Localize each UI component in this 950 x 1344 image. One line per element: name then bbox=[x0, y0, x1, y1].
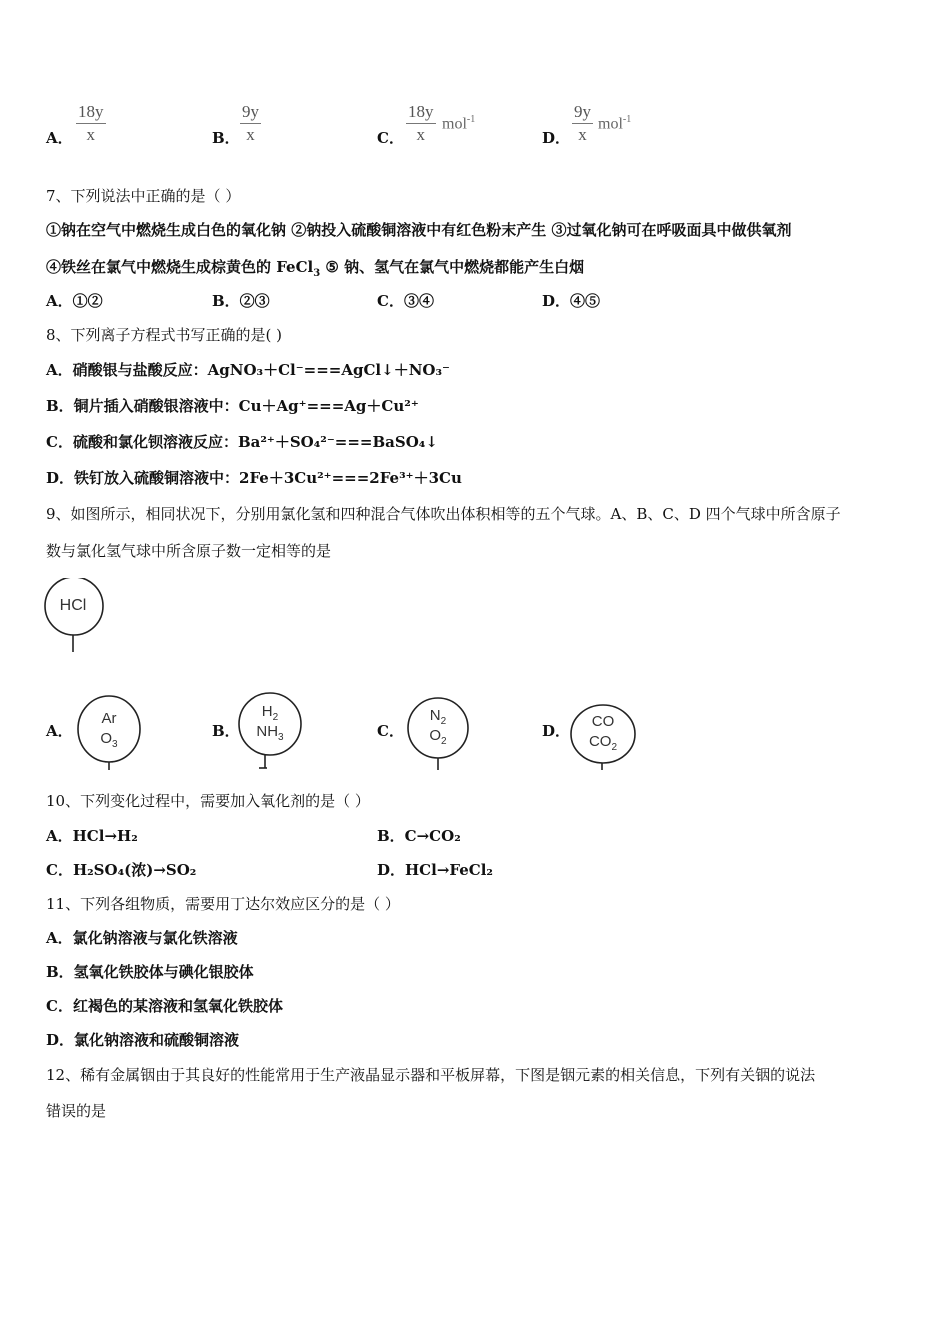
q6-option-c-unit: mol$^{-1}$ bbox=[442, 114, 476, 133]
hcl-balloon-figure bbox=[40, 578, 112, 654]
q6-option-b-numerator: 9y bbox=[240, 101, 261, 124]
q9-balloon-a-gas1: Ar bbox=[101, 710, 117, 727]
q9-option-b-letter: B． bbox=[212, 722, 240, 740]
q6-option-b-letter: B． bbox=[212, 129, 240, 147]
q6-option-c-numerator: 18y bbox=[406, 101, 436, 124]
q6-option-c-letter: C． bbox=[377, 129, 404, 147]
q9-balloon-c bbox=[404, 696, 474, 774]
q9-balloon-d bbox=[568, 702, 640, 772]
q7-statement-line1: ①钠在空气中燃烧生成白色的氧化钠 ②钠投入硫酸铜溶液中有红色粉末产生 ③过氧化钠可在呼吸面具中做供氧剂 bbox=[46, 221, 792, 239]
q9-balloon-b-gas2: $NH_3$ bbox=[256, 723, 284, 743]
q10-option-d: D．HCl→FeCl₂ bbox=[377, 861, 493, 879]
q6-option-b-fraction bbox=[240, 101, 261, 146]
hcl-balloon-label: HCl bbox=[59, 597, 87, 614]
q6-option-d-denominator: x bbox=[578, 125, 587, 144]
q9-option-a-letter: A． bbox=[46, 722, 73, 740]
q9-stem-line2: 数与氯化氢气球中所含原子数一定相等的是 bbox=[46, 542, 332, 560]
q6-option-c-denominator: x bbox=[416, 125, 425, 144]
q9-option-c-letter: C． bbox=[377, 722, 404, 740]
q10-stem: 10、下列变化过程中，需要加入氧化剂的是（ ） bbox=[46, 792, 370, 810]
q9-balloon-d-gas1: CO bbox=[591, 713, 615, 730]
q6-option-c-fraction bbox=[406, 101, 436, 146]
q10-option-a: A．HCl→H₂ bbox=[46, 827, 138, 845]
q9-option-d-letter: D． bbox=[542, 722, 571, 740]
q11-option-c: C．红褐色的某溶液和氢氧化铁胶体 bbox=[46, 997, 283, 1015]
q6-option-d-fraction bbox=[572, 101, 593, 146]
q7-option-d: D．④⑤ bbox=[542, 292, 601, 310]
q8-option-a: A．硝酸银与盐酸反应：AgNO₃＋Cl⁻===AgCl↓＋NO₃⁻ bbox=[46, 361, 450, 379]
q6-option-b-denominator: x bbox=[246, 125, 255, 144]
q7-option-a: A．①② bbox=[46, 292, 103, 310]
q12-stem-line1: 12、稀有金属铟由于其良好的性能常用于生产液晶显示器和平板屏幕，下图是铟元素的相关信息，下列有关铟的说法 bbox=[46, 1066, 816, 1084]
q8-option-d: D．铁钉放入硫酸铜溶液中：2Fe＋3Cu²⁺===2Fe³⁺＋3Cu bbox=[46, 469, 462, 487]
q9-balloon-b-gas1: $H_2$ bbox=[261, 703, 279, 723]
q8-option-b: B．铜片插入硝酸银溶液中：Cu＋Ag⁺===Ag＋Cu²⁺ bbox=[46, 397, 419, 415]
q11-option-a: A．氯化钠溶液与氯化铁溶液 bbox=[46, 929, 238, 947]
q12-stem-line2: 错误的是 bbox=[46, 1102, 107, 1120]
q9-balloon-c-gas1: $N_2$ bbox=[429, 707, 447, 727]
q9-balloon-d-gas2: $CO_2$ bbox=[588, 733, 618, 753]
q6-option-d-unit: mol$^{-1}$ bbox=[598, 114, 632, 133]
q7-stem: 7、下列说法中正确的是（ ） bbox=[46, 187, 241, 205]
q9-balloon-a-circle bbox=[78, 696, 140, 762]
q6-option-d-numerator: 9y bbox=[572, 101, 593, 124]
q11-option-b: B．氢氧化铁胶体与碘化银胶体 bbox=[46, 963, 254, 981]
q9-balloon-a-gas2: $O_3$ bbox=[100, 730, 118, 750]
q8-stem: 8、下列离子方程式书写正确的是( ) bbox=[46, 326, 283, 344]
q10-option-b: B．C→CO₂ bbox=[377, 827, 461, 845]
q11-stem: 11、下列各组物质，需要用丁达尔效应区分的是（ ） bbox=[46, 895, 400, 913]
q11-option-d: D．氯化钠溶液和硫酸铜溶液 bbox=[46, 1031, 240, 1049]
q9-balloon-b bbox=[236, 690, 306, 772]
q6-option-d-letter: D． bbox=[542, 129, 571, 147]
q7-statement-line2: ④铁丝在氯气中燃烧生成棕黄色的 FeCl$_3$ ⑤ 钠、氢气在氯气中燃烧都能产生白烟 bbox=[46, 258, 585, 279]
q7-option-b: B．②③ bbox=[212, 292, 270, 310]
q6-option-a-numerator: 18y bbox=[76, 101, 106, 124]
q9-balloon-c-gas2: $O_2$ bbox=[429, 727, 447, 747]
q8-option-c: C．硫酸和氯化钡溶液反应：Ba²⁺＋SO₄²⁻===BaSO₄↓ bbox=[46, 433, 438, 451]
q7-option-c: C．③④ bbox=[377, 292, 434, 310]
q9-stem-line1: 9、如图所示，相同状况下，分别用氯化氢和四种混合气体吹出体积相等的五个气球。A、B、C、D 四个气球中所含原子 bbox=[46, 505, 841, 523]
q9-balloon-a bbox=[76, 692, 146, 772]
q6-option-a-letter: A． bbox=[46, 129, 73, 147]
q10-option-c: C．H₂SO₄(浓)→SO₂ bbox=[46, 861, 197, 879]
q6-option-a-denominator: x bbox=[86, 125, 95, 144]
q6-option-a-fraction bbox=[76, 101, 106, 146]
